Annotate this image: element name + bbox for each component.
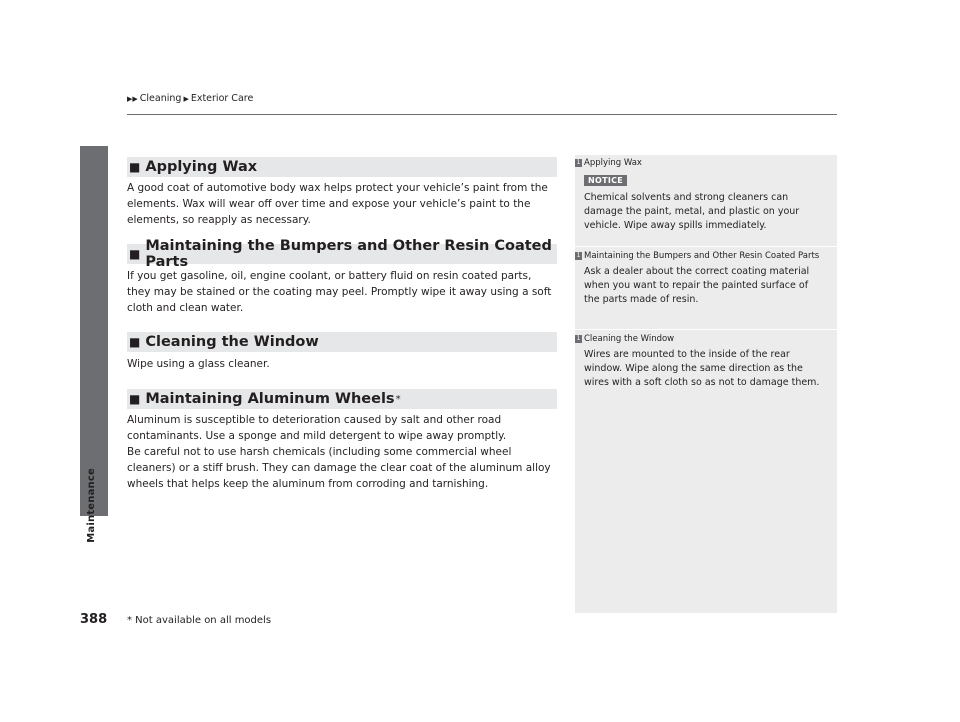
footnote-mark: * <box>395 393 401 405</box>
footnote: * Not available on all models <box>127 615 272 626</box>
header-rule <box>127 114 837 115</box>
note-bumpers <box>575 251 837 307</box>
note-body: Ask a dealer about the correct coating material when you want to repair the painted surface of the parts made of resin. <box>584 266 810 305</box>
note-window <box>575 334 837 390</box>
note-divider <box>575 329 837 330</box>
note-ref-icon: 1 <box>576 159 581 166</box>
breadcrumb-arrow-icon: ▶ <box>183 94 189 103</box>
section-header-window <box>127 332 557 352</box>
section-header-bumpers <box>127 238 557 270</box>
sidebar-label: Maintenance <box>86 468 97 543</box>
section-header-aluminum-wheels <box>127 389 557 409</box>
note-ref-icon: 1 <box>576 252 581 259</box>
section-title: Applying Wax <box>145 159 258 175</box>
note-ref-icon: 1 <box>576 335 581 342</box>
section-body-aluminum-wheels <box>127 412 557 492</box>
breadcrumb-item-exterior-care[interactable]: Exterior Care <box>190 93 254 104</box>
section-body-applying-wax: A good coat of automotive body wax helps protect your vehicle’s paint from the elements. Wax will wear off over time and expose your vehicle’s paint to the elements, so reapply as necessary. <box>127 182 548 226</box>
note-title: Maintaining the Bumpers and Other Resin Coated Parts <box>584 251 820 261</box>
section-body-bumpers: If you get gasoline, oil, engine coolant, or battery fluid on resin coated parts, they may be stained or the coating may peel. Promptly wipe it away using a soft cloth and clean water. <box>127 270 552 314</box>
breadcrumb-item-cleaning[interactable]: Cleaning <box>139 93 182 104</box>
paragraph: Be careful not to use harsh chemicals (including some commercial wheel cleaners) or a stiff brush. They can damage the clear coat of the aluminum alloy wheels that helps keep the aluminum from corroding and tarnishing. <box>127 446 551 490</box>
sidebar-tab <box>80 146 108 516</box>
note-body: Wires are mounted to the inside of the rear window. Wipe along the same direction as the wires with a soft cloth so as not to damage them. <box>584 349 820 388</box>
section-body-window: Wipe using a glass cleaner. <box>127 358 270 370</box>
section-title: Cleaning the Window <box>145 334 319 350</box>
square-bullet-icon: ■ <box>129 247 141 261</box>
note-title: Applying Wax <box>584 158 642 168</box>
paragraph: Aluminum is susceptible to deterioration caused by salt and other road contaminants. Use a sponge and mild detergent to wipe away promptly. <box>127 414 507 442</box>
page-number: 388 <box>80 612 108 627</box>
note-title: Cleaning the Window <box>584 334 675 344</box>
section-header-applying-wax <box>127 157 557 177</box>
square-bullet-icon: ■ <box>129 335 141 349</box>
square-bullet-icon: ■ <box>129 392 141 406</box>
section-title: Maintaining the Bumpers and Other Resin Coated Parts <box>145 238 552 270</box>
square-bullet-icon: ■ <box>129 160 141 174</box>
note-applying-wax <box>575 158 837 233</box>
note-divider <box>575 246 837 247</box>
section-title: Maintaining Aluminum Wheels <box>145 391 395 407</box>
breadcrumb-arrow-icon: ▶▶ <box>127 94 138 103</box>
notice-badge: NOTICE <box>584 175 627 186</box>
breadcrumb <box>127 93 253 104</box>
note-body: Chemical solvents and strong cleaners can damage the paint, metal, and plastic on your vehicle. Wipe away spills immediately. <box>584 192 800 231</box>
